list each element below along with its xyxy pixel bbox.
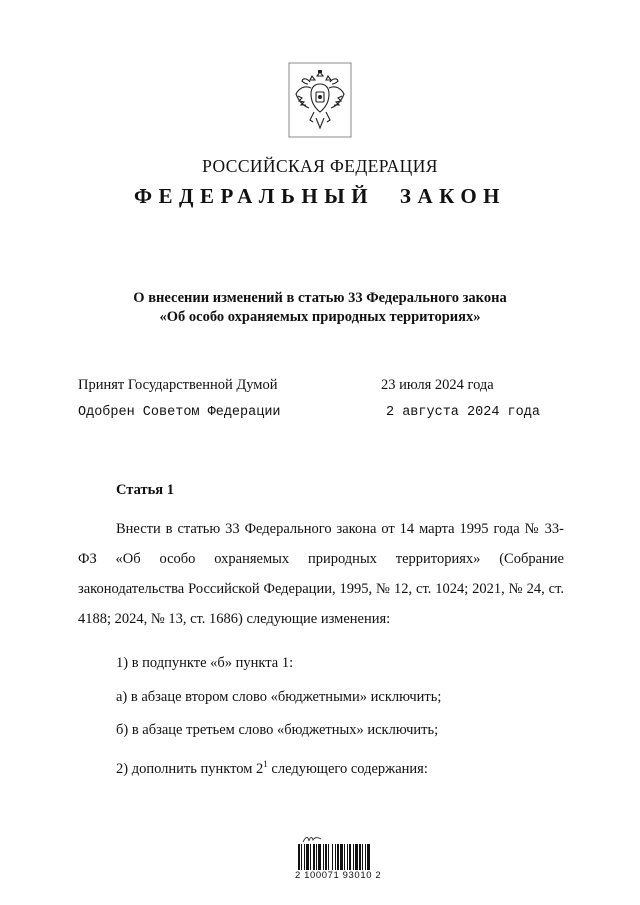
council-approval-label: Одобрен Советом Федерации xyxy=(78,405,281,420)
duma-adoption-date: 23 июля 2024 года xyxy=(381,377,494,393)
article-item-2-suffix: следующего содержания: xyxy=(267,760,428,777)
article-item-1: 1) в подпункте «б» пункта 1: xyxy=(116,655,294,671)
article-paragraph: Внести в статью 33 Федерального закона от 14 марта 1995 года № 33-ФЗ «Об особо охраняемых природных территориях» (Собрание законодательства Российской Федерации, 1995, № 12, ст. 1024; 2021, № 24, ст. 4188; 2024, № 13, ст. 1686) следующие изменения: xyxy=(78,521,564,627)
article-title: Статья 1 xyxy=(116,482,174,498)
barcode-icon xyxy=(298,844,376,870)
country-name: РОССИЙСКАЯ ФЕДЕРАЦИЯ xyxy=(202,156,438,176)
law-title xyxy=(0,289,640,327)
article-body xyxy=(78,514,564,634)
article-item-1b: б) в абзаце третьем слово «бюджетных» исключить; xyxy=(116,722,439,738)
barcode-number: 2 100071 93010 2 xyxy=(295,870,382,881)
coat-of-arms-icon xyxy=(288,62,352,138)
signature-mark-icon xyxy=(302,834,322,844)
article-item-1a: а) в абзаце втором слово «бюджетными» исключить; xyxy=(116,689,442,705)
law-title-line-2: «Об особо охраняемых природных территориях» xyxy=(159,309,481,325)
duma-adoption-label: Принят Государственной Думой xyxy=(78,377,278,393)
document-type: ФЕДЕРАЛЬНЫЙ ЗАКОН xyxy=(134,184,506,208)
council-approval-date: 2 августа 2024 года xyxy=(386,405,540,420)
article-item-2 xyxy=(116,759,428,778)
law-title-line-1: О внесении изменений в статью 33 Федерального закона xyxy=(133,290,507,306)
article-item-2-prefix: 2) дополнить пунктом 2 xyxy=(116,760,264,777)
article-item-2-superscript: 1 xyxy=(263,759,268,769)
